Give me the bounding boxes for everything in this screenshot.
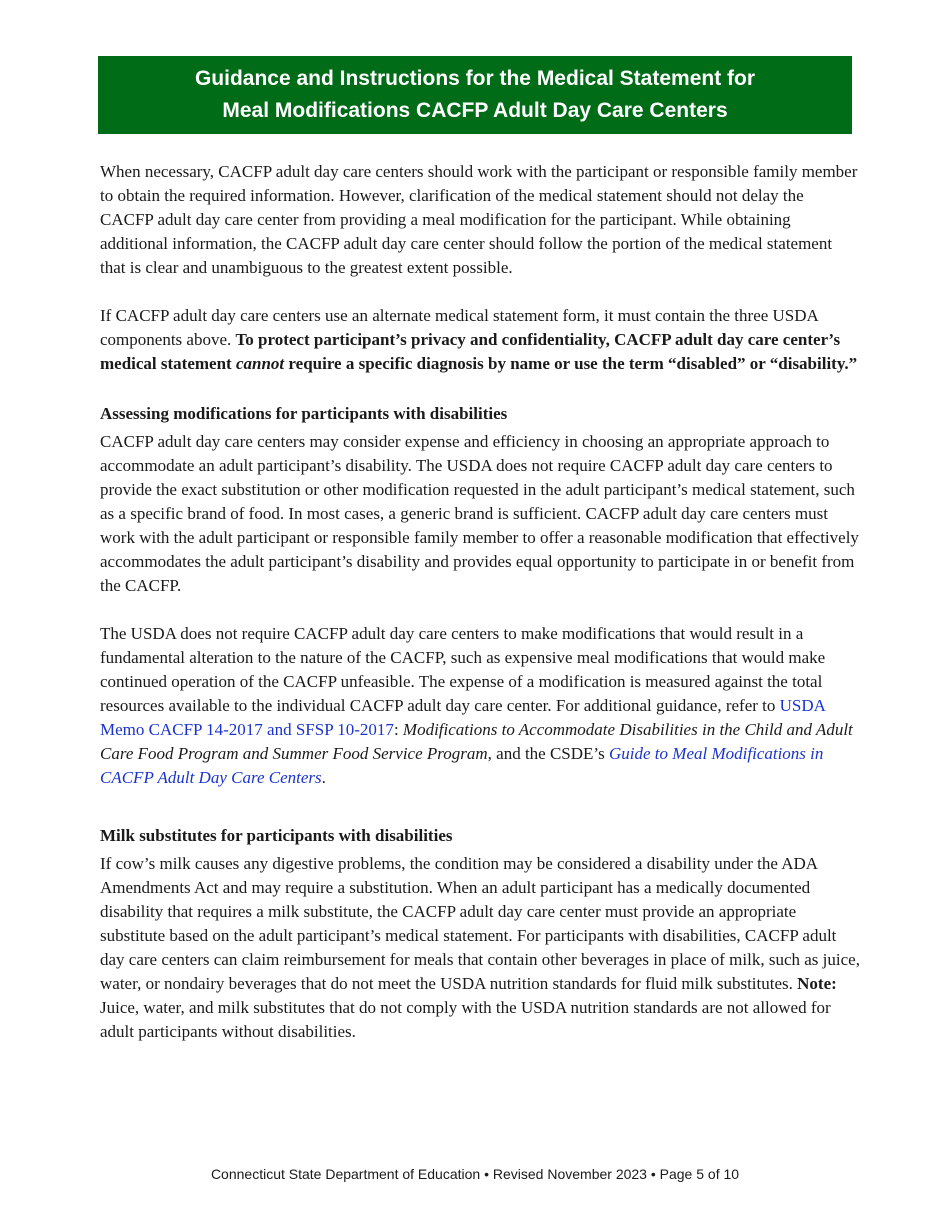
privacy-statement-part-2: require a specific diagnosis by name or use the term “disabled” or “disability.” — [288, 354, 858, 373]
assessing-paragraph-1: CACFP adult day care centers may consider expense and efficiency in choosing an appropriate approach to accommodate an adult participant’s disability. The USDA does not require CACFP adult day care centers to provide the exact substitution or other modification requested in the adult participant’s medical statement, such as a specific brand of food. In most cases, a generic brand is sufficient. CACFP adult day care centers must work with the adult participant or responsible family member to offer a reasonable modification that effectively accommodates the adult participant’s disability and provides equal opportunity to participate in or benefit from the CACFP. — [100, 432, 859, 595]
intro-paragraph: When necessary, CACFP adult day care centers should work with the participant or responsible family member to obtain the required information. However, clarification of the medical statement should not delay the CACFP adult day care center from providing a meal modification for the participant. While obtaining additional information, the CACFP adult day care center should follow the portion of the medical statement that is clear and unambiguous to the greatest extent possible. — [100, 162, 858, 277]
assessing-paragraph-2-text: The USDA does not require CACFP adult day care centers to make modifications that would result in a fundamental alteration to the nature of the CACFP, such as expensive meal modifications that would make continued operation of the CACFP unfeasible. The expense of a modification is measured against the total resources available to the individual CACFP adult day care center. For additional guidance, refer to — [100, 624, 826, 715]
and-csde-text: , and the CSDE’s — [487, 744, 605, 763]
privacy-statement-part-1: To protect participant’s privacy and confidentiality, CACFP adult day care center’s medical statement — [100, 330, 841, 373]
note-label: Note: — [797, 974, 837, 993]
milk-paragraph — [100, 852, 860, 1044]
colon: : — [393, 720, 399, 739]
page-title-banner — [98, 56, 852, 134]
cannot-emphasis: cannot — [235, 354, 285, 373]
page-title-line-1: Guidance and Instructions for the Medical Statement for — [194, 67, 756, 90]
page-footer: Connecticut State Department of Education • Revised November 2023 • Page 5 of 10 — [210, 1166, 740, 1182]
alternate-form-text: If CACFP adult day care centers use an alternate medical statement form, it must contain the three USDA components above. — [100, 306, 818, 349]
note-text: Juice, water, and milk substitutes that do not comply with the USDA nutrition standards are not allowed for adult participants without disabilities. — [100, 998, 831, 1041]
section-heading-milk: Milk substitutes for participants with disabilities — [100, 826, 453, 845]
page-title-line-2: Meal Modifications CACFP Adult Day Care Centers — [222, 99, 728, 122]
milk-paragraph-text: If cow’s milk causes any digestive problems, the condition may be considered a disability under the ADA Amendments Act and may require a substitution. When an adult participant has a medically documented disability that requires a milk substitute, the CACFP adult day care center must provide an appropriate substitute based on the adult participant’s medical statement. For participants with disabilities, CACFP adult day care centers can claim reimbursement for meals that contain other beverages in place of milk, such as juice, water, or nondairy beverages that do not meet the USDA nutrition standards for fluid milk substitutes. — [100, 854, 860, 993]
memo-title: Modifications to Accommodate Disabilities in the Child and Adult Care Food Program and Summer Food Service Program — [100, 720, 853, 763]
alternate-form-paragraph — [100, 304, 860, 376]
csde-guide-link-text: Guide to Meal Modifications in CACFP Adult Day Care Centers — [100, 744, 824, 787]
assessing-paragraph-2 — [100, 622, 860, 790]
period: . — [321, 768, 326, 787]
usda-memo-link[interactable]: USDA Memo CACFP 14-2017 and SFSP 10-2017 — [100, 696, 825, 739]
section-heading-assessing: Assessing modifications for participants with disabilities — [100, 404, 508, 423]
document-body — [100, 160, 860, 1068]
